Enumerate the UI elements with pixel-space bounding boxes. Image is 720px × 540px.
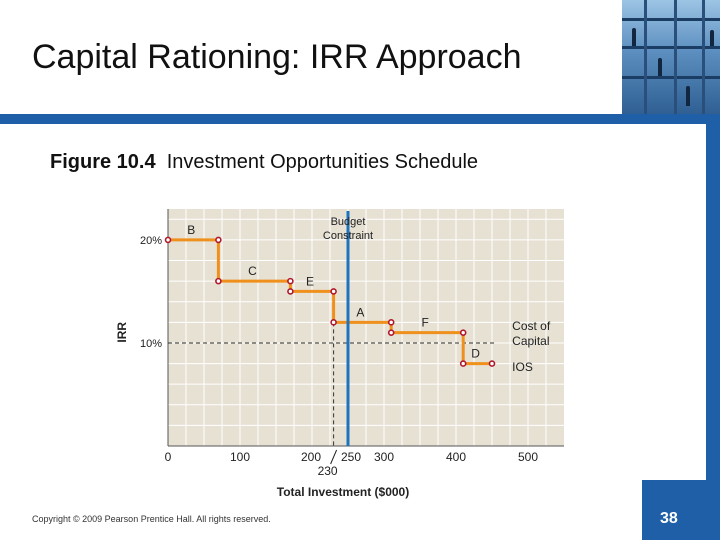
photo-person bbox=[658, 58, 662, 76]
slide-title: Capital Rationing: IRR Approach bbox=[32, 38, 522, 76]
budget-constraint-label: Budget bbox=[330, 216, 366, 228]
project-end-marker bbox=[331, 289, 336, 294]
x-axis-title: Total Investment ($000) bbox=[276, 485, 410, 499]
project-start-marker bbox=[288, 289, 293, 294]
y-tick-label: 20% bbox=[139, 234, 162, 247]
figure-title: Investment Opportunities Schedule bbox=[166, 151, 479, 173]
project-label: F bbox=[421, 315, 429, 330]
project-label: D bbox=[471, 346, 480, 361]
side-accent-bar bbox=[706, 114, 720, 540]
figure-caption bbox=[50, 151, 478, 174]
photo-beam bbox=[622, 46, 720, 49]
photo-person bbox=[710, 30, 714, 46]
photo-post bbox=[674, 0, 677, 114]
x-tick-label: 300 bbox=[373, 450, 395, 464]
photo-person bbox=[632, 28, 636, 46]
project-label: B bbox=[187, 222, 196, 237]
tick-separator bbox=[331, 450, 337, 464]
x-tick-label: 200 bbox=[300, 450, 321, 464]
project-start-marker bbox=[389, 330, 394, 335]
project-end-marker bbox=[461, 330, 466, 335]
office-walkway-photo bbox=[622, 0, 720, 114]
photo-post bbox=[702, 0, 705, 114]
y-axis-title: IRR bbox=[115, 321, 129, 343]
project-label: C bbox=[248, 264, 257, 279]
photo-beam bbox=[622, 18, 720, 21]
photo-person bbox=[686, 86, 690, 106]
x-tick-label: 100 bbox=[229, 450, 251, 464]
x-tick-label: 0 bbox=[164, 450, 172, 464]
project-start-marker bbox=[461, 361, 466, 366]
x-tick-label: 500 bbox=[517, 450, 539, 464]
y-tick-label: 10% bbox=[139, 337, 162, 350]
project-end-marker bbox=[389, 320, 394, 325]
budget-constraint-label: Constraint bbox=[322, 230, 374, 242]
project-end-marker bbox=[490, 361, 495, 366]
photo-beam bbox=[622, 76, 720, 79]
ios-chart bbox=[108, 205, 578, 505]
project-label: E bbox=[305, 274, 315, 289]
photo-post bbox=[644, 0, 647, 114]
ios-label: IOS bbox=[512, 359, 533, 374]
project-start-marker bbox=[166, 237, 171, 242]
project-start-marker bbox=[216, 279, 221, 284]
x-tick-label: 400 bbox=[445, 450, 467, 464]
x-tick-label: 250 bbox=[341, 450, 362, 464]
project-end-marker bbox=[216, 237, 221, 242]
project-start-marker bbox=[331, 320, 336, 325]
cost-of-capital-label: Capital bbox=[512, 333, 550, 348]
project-end-marker bbox=[288, 279, 293, 284]
investment-230-label: 230 bbox=[317, 464, 338, 478]
figure-number: Figure 10.4 bbox=[50, 151, 156, 173]
cost-of-capital-label: Cost of bbox=[512, 318, 551, 333]
header-accent-bar bbox=[0, 114, 720, 124]
page-number: 38 bbox=[660, 510, 678, 527]
project-label: A bbox=[356, 305, 365, 320]
copyright-notice: Copyright © 2009 Pearson Prentice Hall. All rights reserved. bbox=[32, 514, 271, 524]
